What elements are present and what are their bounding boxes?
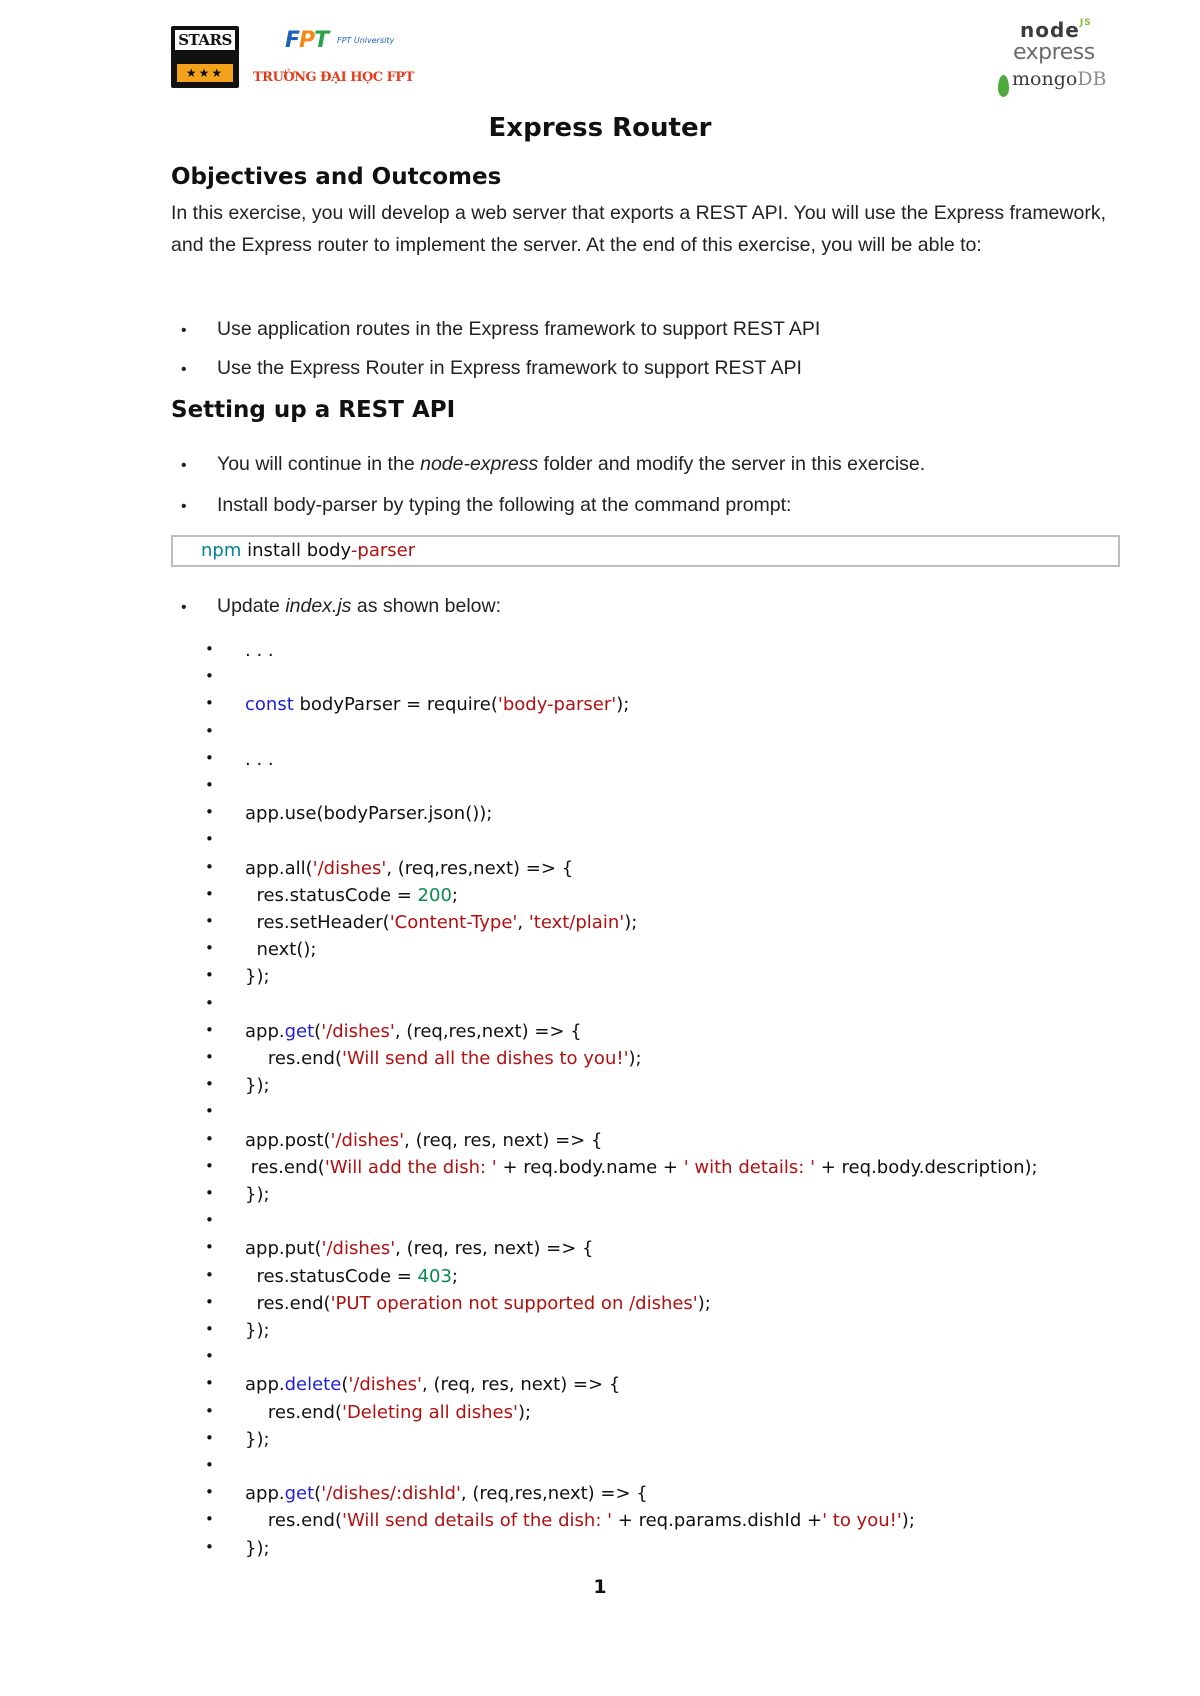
command-text: npm install body-parser — [201, 540, 416, 561]
code-line — [205, 1538, 1105, 1565]
code-token: app. — [245, 1020, 285, 1042]
code-line — [205, 694, 1105, 721]
bullet-dot: • — [205, 1537, 214, 1556]
code-token: ); — [901, 1510, 915, 1532]
code-line — [205, 1266, 1105, 1293]
bullet-dot: • — [205, 694, 214, 713]
mongodb-wordmark: mongoDB — [1012, 68, 1107, 90]
code-text — [245, 1402, 531, 1423]
code-text — [245, 1021, 582, 1042]
code-text — [245, 803, 492, 824]
list-item: • Use application routes in the Express framework to support REST API — [181, 318, 821, 340]
code-token: 200 — [417, 884, 452, 906]
code-token: const — [245, 694, 294, 716]
bullet-dot: • — [205, 803, 214, 822]
code-line — [205, 1429, 1105, 1456]
bullet-dot: • — [205, 721, 214, 740]
code-token: app.post( — [245, 1129, 331, 1151]
code-token: , (req, res, next) => { — [422, 1374, 621, 1396]
code-token: ( — [314, 1483, 322, 1505]
list-item: • Install body-parser by typing the following at the command prompt: — [181, 494, 792, 516]
code-token: 'Will send details of the dish: ' — [342, 1510, 613, 1532]
code-line — [205, 912, 1105, 939]
bullet-dot: • — [205, 776, 214, 794]
code-token: 'Will send all the dishes to you!' — [342, 1048, 629, 1069]
bullet-dot: • — [205, 1510, 214, 1529]
code-line — [205, 830, 1105, 857]
bullet-dot: • — [205, 640, 214, 658]
code-text — [245, 1320, 270, 1341]
code-text — [245, 1429, 270, 1450]
code-line — [205, 885, 1105, 912]
school-name: TRƯỜNG ĐẠI HỌC FPT — [253, 70, 414, 85]
code-text — [245, 885, 458, 906]
code-line — [205, 1293, 1105, 1320]
code-line — [205, 994, 1105, 1021]
stars-badge-icon — [171, 26, 239, 88]
code-token: app.put( — [245, 1238, 322, 1260]
code-text — [245, 858, 573, 879]
code-line — [205, 858, 1105, 885]
code-token: ); — [624, 912, 638, 933]
code-token: res.end( — [245, 1048, 342, 1069]
command-box — [171, 535, 1120, 567]
bullet-dot: • — [205, 830, 214, 849]
code-text — [245, 912, 637, 933]
code-token: 'PUT operation not supported on /dishes' — [330, 1292, 698, 1314]
code-token: ); — [628, 1048, 642, 1069]
code-token: next(); — [245, 939, 317, 961]
code-token: res.end( — [245, 1292, 331, 1314]
list-item: • Update index.js as shown below: — [181, 595, 502, 617]
code-token: ); — [517, 1401, 532, 1423]
code-line — [205, 1157, 1105, 1184]
code-line — [205, 966, 1105, 993]
code-line — [205, 1483, 1105, 1510]
code-token: res.end( — [245, 1401, 342, 1423]
code-token: '/dishes' — [330, 1129, 405, 1151]
code-token: res.end( — [245, 1156, 325, 1178]
bullet-dot: • — [205, 667, 214, 686]
code-token: get — [284, 1483, 315, 1505]
code-text — [245, 1048, 642, 1069]
bullet-dot: • — [205, 1102, 214, 1121]
code-text — [245, 1157, 1038, 1178]
code-text — [245, 1293, 711, 1314]
bullet-dot: • — [205, 1483, 214, 1502]
code-token: app. — [245, 1374, 285, 1396]
code-text — [245, 939, 316, 960]
page-number: 1 — [593, 1576, 607, 1598]
code-token: . . . — [245, 748, 274, 770]
code-token: ; — [451, 884, 458, 906]
fpt-university-logo — [171, 26, 421, 90]
bullet-dot: • — [205, 1075, 214, 1094]
document-title: Express Router — [488, 113, 712, 143]
code-text — [245, 1238, 593, 1259]
bullet-dot: • — [205, 1374, 214, 1393]
bullet-dot: • — [205, 1211, 214, 1230]
code-text — [245, 1510, 915, 1531]
bullet-dot: • — [205, 1156, 214, 1175]
code-text — [245, 1483, 648, 1504]
code-token: ); — [616, 694, 630, 716]
code-line — [205, 1211, 1105, 1238]
code-token: 'Content-Type' — [389, 912, 518, 933]
code-line — [205, 1456, 1105, 1483]
code-token: '/dishes' — [348, 1374, 422, 1396]
objectives-heading: Objectives and Outcomes — [171, 164, 502, 190]
bullet-dot: • — [205, 857, 214, 876]
mongodb-leaf-icon — [998, 75, 1009, 97]
bullet-dot: • — [205, 884, 214, 903]
code-token: res.setHeader( — [245, 912, 390, 933]
bullet-dot: • — [205, 1020, 214, 1039]
code-token: '/dishes' — [321, 1020, 395, 1042]
code-text — [245, 1184, 270, 1205]
code-token: res.statusCode = — [245, 1265, 418, 1287]
code-text — [245, 1266, 458, 1287]
code-token: 403 — [417, 1265, 452, 1287]
code-line — [205, 1048, 1105, 1075]
list-item: • You will continue in the node-express folder and modify the server in this exercise. — [181, 453, 926, 475]
code-text — [245, 640, 274, 661]
code-token: '/dishes/:dishId' — [321, 1483, 461, 1505]
code-line — [205, 1130, 1105, 1157]
bullet-dot: • — [205, 748, 214, 767]
code-text — [245, 1075, 270, 1096]
code-line — [205, 803, 1105, 830]
code-token: }); — [245, 1537, 270, 1559]
code-token: ( — [341, 1374, 349, 1396]
code-token: app. — [245, 1483, 285, 1505]
code-token: + req.body.description); — [815, 1156, 1038, 1178]
bullet-dot: • — [205, 1456, 214, 1474]
code-token: ' with details: ' — [683, 1156, 816, 1178]
code-token: bodyParser = require( — [293, 694, 498, 716]
code-token: , (req,res,next) => { — [460, 1483, 648, 1505]
bullet-dot: • — [205, 1265, 214, 1284]
bullet-dot: • — [205, 1401, 214, 1420]
code-line — [205, 1184, 1105, 1211]
bullet-dot: • — [205, 1292, 214, 1311]
code-line — [205, 1102, 1105, 1129]
code-token: }); — [245, 1320, 270, 1341]
code-token: . . . — [245, 640, 274, 661]
stars-label: STARS — [175, 30, 235, 50]
code-text — [245, 694, 629, 715]
bullet-dot: • — [205, 1048, 214, 1066]
code-token: res.statusCode = — [245, 884, 418, 906]
code-line — [205, 1021, 1105, 1048]
code-line — [205, 667, 1105, 694]
bullet-dot: • — [205, 1184, 214, 1202]
objectives-paragraph: In this exercise, you will develop a web server that exports a REST API. You will use the Express framework, and the Express router to implement the server. At the end of this exercise, you will be able to: — [171, 202, 1106, 256]
code-token: , (req,res,next) => { — [386, 857, 574, 879]
bullet-dot: • — [205, 1320, 214, 1338]
code-token: '/dishes' — [321, 1238, 396, 1260]
code-token: , — [517, 912, 529, 933]
code-token: ' to you!' — [822, 1510, 902, 1532]
code-token: 'text/plain' — [528, 912, 625, 933]
code-text — [245, 1374, 620, 1395]
code-line — [205, 1347, 1105, 1374]
fpt-subtitle: FPT University — [337, 36, 395, 45]
code-token: 'body-parser' — [497, 694, 617, 716]
nodejs-wordmark: node$^{JS}$ — [1020, 18, 1092, 42]
bullet-dot: • — [205, 1347, 214, 1366]
code-token: }); — [245, 1428, 270, 1450]
code-text — [245, 1538, 270, 1559]
code-token: res.end( — [245, 1510, 342, 1532]
stars-rating: ★★★ — [177, 64, 233, 82]
bullet-dot: • — [205, 993, 214, 1012]
code-token: 'Will add the dish: ' — [324, 1156, 497, 1178]
code-line — [205, 1320, 1105, 1347]
fpt-wordmark: FPT — [285, 28, 329, 53]
setup-heading: Setting up a REST API — [171, 397, 456, 423]
code-token: ); — [697, 1292, 711, 1314]
code-token: }); — [245, 966, 270, 988]
code-token: , (req, res, next) => { — [395, 1238, 594, 1260]
code-token: delete — [284, 1374, 342, 1396]
bullet-dot: • — [205, 1129, 214, 1148]
code-token: ; — [451, 1265, 458, 1287]
bullet-dot: • — [205, 1238, 214, 1257]
code-line — [205, 776, 1105, 803]
bullet-dot: • — [205, 939, 214, 958]
node-express-mongodb-logo — [998, 18, 1118, 88]
code-token: , (req,res,next) => { — [394, 1020, 582, 1042]
code-token: 'Deleting all dishes' — [342, 1401, 518, 1423]
code-token: }); — [245, 1075, 270, 1097]
bullet-dot: • — [205, 1428, 214, 1447]
bullet-dot: • — [205, 912, 214, 930]
code-line — [205, 939, 1105, 966]
code-token: app.use(bodyParser.json()); — [245, 803, 493, 825]
code-token: get — [284, 1020, 315, 1042]
code-token: app.all( — [245, 857, 313, 879]
code-token: + req.params.dishId + — [612, 1510, 823, 1532]
bullet-dot: • — [205, 966, 214, 985]
code-token: }); — [245, 1184, 270, 1205]
code-line — [205, 1238, 1105, 1265]
code-line — [205, 1402, 1105, 1429]
code-line — [205, 722, 1105, 749]
code-line — [205, 640, 1105, 667]
code-token: ( — [314, 1020, 322, 1042]
code-line — [205, 1075, 1105, 1102]
code-text — [245, 966, 270, 987]
code-token: '/dishes' — [312, 857, 387, 879]
code-text — [245, 749, 274, 770]
express-wordmark: express — [1013, 40, 1095, 65]
code-text — [245, 1130, 602, 1151]
list-item: • Use the Express Router in Express framework to support REST API — [181, 357, 802, 379]
code-token: + req.body.name + — [496, 1156, 684, 1178]
code-line — [205, 1374, 1105, 1401]
code-line — [205, 749, 1105, 776]
code-line — [205, 1510, 1105, 1537]
code-token: , (req, res, next) => { — [404, 1129, 603, 1151]
